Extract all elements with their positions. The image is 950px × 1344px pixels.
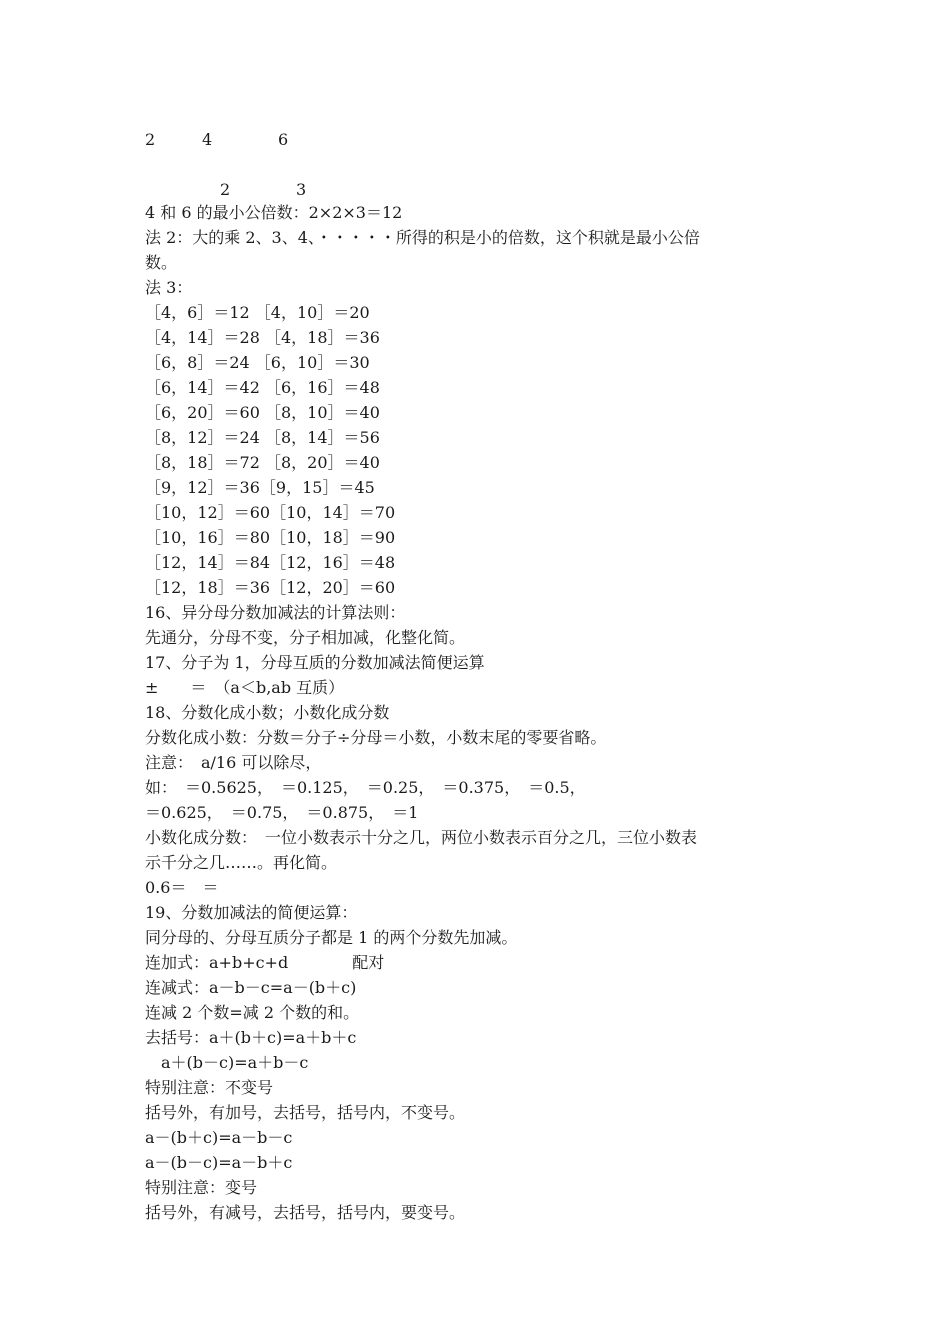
text-line: 去括号：a＋(b＋c)=a＋b＋c xyxy=(145,1028,357,1047)
text-line: a－(b－c)=a－b＋c xyxy=(145,1153,293,1172)
text-line: ［6，20］＝60 ［8，10］＝40 xyxy=(145,403,380,422)
division-quotient: 3 xyxy=(296,180,307,199)
text-line: ［9，12］＝36［9，15］＝45 xyxy=(145,478,375,497)
text-line: 括号外，有加号，去括号，括号内，不变号。 xyxy=(145,1103,466,1122)
text-line: 连减 2 个数=减 2 个数的和。 xyxy=(145,1003,360,1022)
text-line: 0.6＝ ＝ xyxy=(145,878,219,897)
text-line: a＋(b－c)=a＋b－c xyxy=(145,1053,309,1072)
text-line: 连减式：a－b－c=a－(b＋c) xyxy=(145,978,357,997)
text-line: 分数化成小数：分数＝分子÷分母＝小数，小数末尾的零要省略。 xyxy=(145,728,607,747)
section-heading: 18、分数化成小数；小数化成分数 xyxy=(145,703,390,722)
text-line: 4 和 6 的最小公倍数：2×2×3＝12 xyxy=(145,203,403,222)
text-line: 示千分之几……。再化简。 xyxy=(145,853,338,872)
text-line: 先通分，分母不变，分子相加减，化整化简。 xyxy=(145,628,466,647)
text-line: 特别注意：变号 xyxy=(145,1178,258,1197)
text-line: 如： ＝0.5625， ＝0.125， ＝0.25， ＝0.375， ＝0.5， xyxy=(145,778,586,797)
text-line: ［10，12］＝60［10，14］＝70 xyxy=(145,503,396,522)
text-line: ［4，14］＝28 ［4，18］＝36 xyxy=(145,328,380,347)
section-heading: 16、异分母分数加减法的计算法则： xyxy=(145,603,406,622)
text-line: ＝0.625， ＝0.75， ＝0.875， ＝1 xyxy=(145,803,419,822)
text-line: 连加式：a+b+c+d 配对 xyxy=(145,953,385,972)
division-number: 4 xyxy=(202,130,213,149)
text-line: 同分母的、分母互质分子都是 1 的两个分数先加减。 xyxy=(145,928,518,947)
text-line: ［8，12］＝24 ［8，14］＝56 xyxy=(145,428,380,447)
text-line: ［12，14］＝84［12，16］＝48 xyxy=(145,553,396,572)
text-line: 括号外，有减号，去括号，括号内，要变号。 xyxy=(145,1203,466,1222)
text-line: ［6，8］＝24 ［6，10］＝30 xyxy=(145,353,370,372)
text-line: a－(b＋c)=a－b－c xyxy=(145,1128,293,1147)
division-number: 2 xyxy=(145,130,156,149)
text-line: 数。 xyxy=(145,253,178,272)
section-heading: 17、分子为 1，分母互质的分数加减法简便运算 xyxy=(145,653,485,672)
text-line: ［10，16］＝80［10，18］＝90 xyxy=(145,528,396,547)
division-number: 6 xyxy=(278,130,289,149)
text-line: ［12，18］＝36［12，20］＝60 xyxy=(145,578,396,597)
text-line: 法 3： xyxy=(145,278,193,297)
text-line: ［4，6］＝12 ［4，10］＝20 xyxy=(145,303,370,322)
text-line: ± ＝ （a＜b,ab 互质） xyxy=(145,678,345,697)
section-heading: 19、分数加减法的简便运算： xyxy=(145,903,358,922)
text-line: ［8，18］＝72 ［8，20］＝40 xyxy=(145,453,380,472)
text-line: 注意： a/16 可以除尽， xyxy=(145,753,322,772)
text-line: 法 2：大的乘 2、3、4、・・・・・所得的积是小的倍数，这个积就是最小公倍 xyxy=(145,228,700,247)
text-line: 特别注意：不变号 xyxy=(145,1078,274,1097)
text-line: ［6，14］＝42 ［6，16］＝48 xyxy=(145,378,380,397)
text-line: 小数化成分数： 一位小数表示十分之几，两位小数表示百分之几，三位小数表 xyxy=(145,828,698,847)
division-quotient: 2 xyxy=(220,180,231,199)
